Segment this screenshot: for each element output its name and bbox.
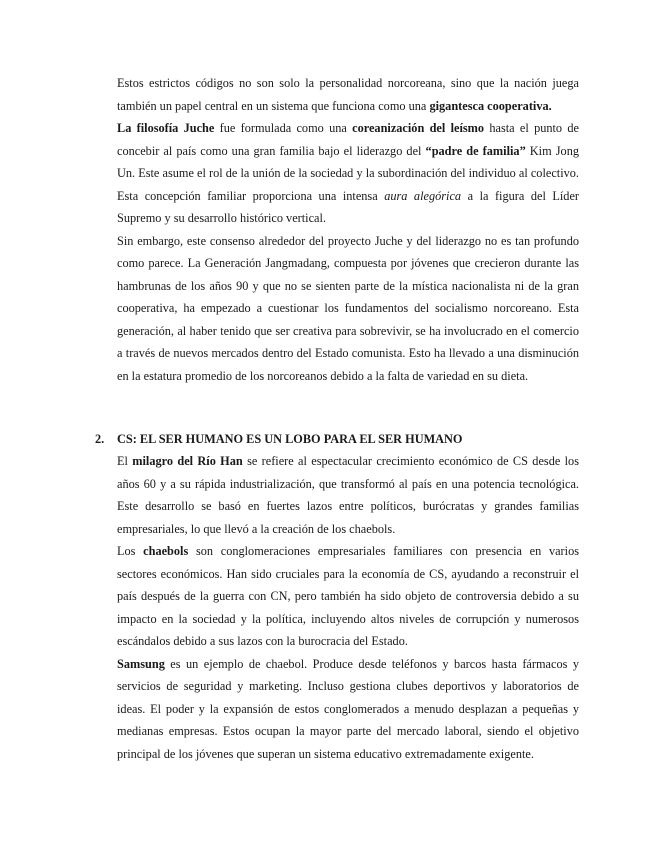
section-1-body [117,72,579,387]
text-run: Estos estrictos códigos no son solo la personalidad norcoreana, sino que la nación juega también un papel central en un sistema que funciona como una [117,76,579,113]
paragraph-chaebols [117,540,579,653]
bold-term-chaebols: chaebols [143,544,189,558]
bold-term-milagro-rio-han: milagro del Río Han [132,454,243,468]
text-run: hasta el punto de concebir al país como una gran familia bajo el liderazgo del [117,121,579,158]
paragraph-samsung [117,653,579,766]
text-run: fue formulada como una [214,121,353,135]
text-run: El [117,454,133,468]
paragraph-juche [117,117,579,230]
text-run: se refiere al espectacular crecimiento económico de CS desde los años 60 y a su rápida industrialización, que transformó al país en una potencia tecnológica. Este desarrollo se basó en fuertes lazos entre políticos, burócratas y grandes familias empresariales, lo que llevó a la creación de los chaebols. [117,454,579,536]
section-2-body [117,450,579,765]
text-run: a la figura del Líder Supremo y su desarrollo histórico vertical. [117,188,580,225]
bold-term-filosofia-juche: La filosofía Juche [117,121,215,135]
paragraph-milagro-rio-han [117,450,579,540]
text-run: son conglomeraciones empresariales familiares con presencia en varios sectores económicos. Han sido cruciales para la economía de CS, ayudando a reconstruir el país después de la guerra con CN, pero también ha sido objeto de controversia debido a su impacto en la sociedad y la política, incluyendo altos niveles de corrupción y numerosos escándalos debido a sus lazos con la burocracia del Estado. [117,544,579,648]
section-2-heading [95,428,579,451]
text-run: es un ejemplo de chaebol. Produce desde teléfonos y barcos hasta fármacos y servicios de seguridad y marketing. Incluso gestiona clubes deportivos y laboratorios de ideas. El poder y la expansión de estos conglomerados a menudo desplazan a pequeñas y medianas empresas. Estos ocupan la mayor parte del mercado laboral, siendo el objetivo principal de los jóvenes que superan un sistema educativo extremadamente exigente. [117,656,579,761]
paragraph-cooperativa [117,72,579,117]
text-run: Sin embargo, este consenso alrededor del proyecto Juche y del liderazgo no es tan profundo como parece. La Generación Jangmadang, compuesta por jóvenes que crecieron durante las hambrunas de los años 90 y que no se sienten parte de la mística nacionalista ni de la gran cooperativa, ha empezado a cuestionar los fundamentos del socialismo norcoreano. Esta generación, al haber tenido que ser creativa para sobrevivir, se ha involucrado en el comercio a través de nuevos mercados dentro del Estado comunista. Esto ha llevado a una disminución en la estatura promedio de los norcoreanos debido a la falta de variedad en su dieta. [117,233,579,383]
paragraph-jangmadang [117,230,579,388]
section-title: CS: EL SER HUMANO ES UN LOBO PARA EL SER HUMANO [117,432,463,446]
bold-term-samsung: Samsung [117,656,165,671]
text-run: Kim Jong Un. Este asume el rol de la unión de la sociedad y la subordinación del individuo al colectivo. Esta concepción familiar proporciona una intensa [117,143,579,203]
section-number: 2. [95,432,105,446]
bold-term-coreanizacion: coreanización del leísmo [352,121,485,135]
bold-term-padre-de-familia: “padre de familia” [425,143,526,158]
bold-term-gigantesca-cooperativa: gigantesca cooperativa. [429,98,552,113]
italic-term-aura-alegorica: aura alegórica [384,188,462,203]
text-run: Los [117,544,144,558]
